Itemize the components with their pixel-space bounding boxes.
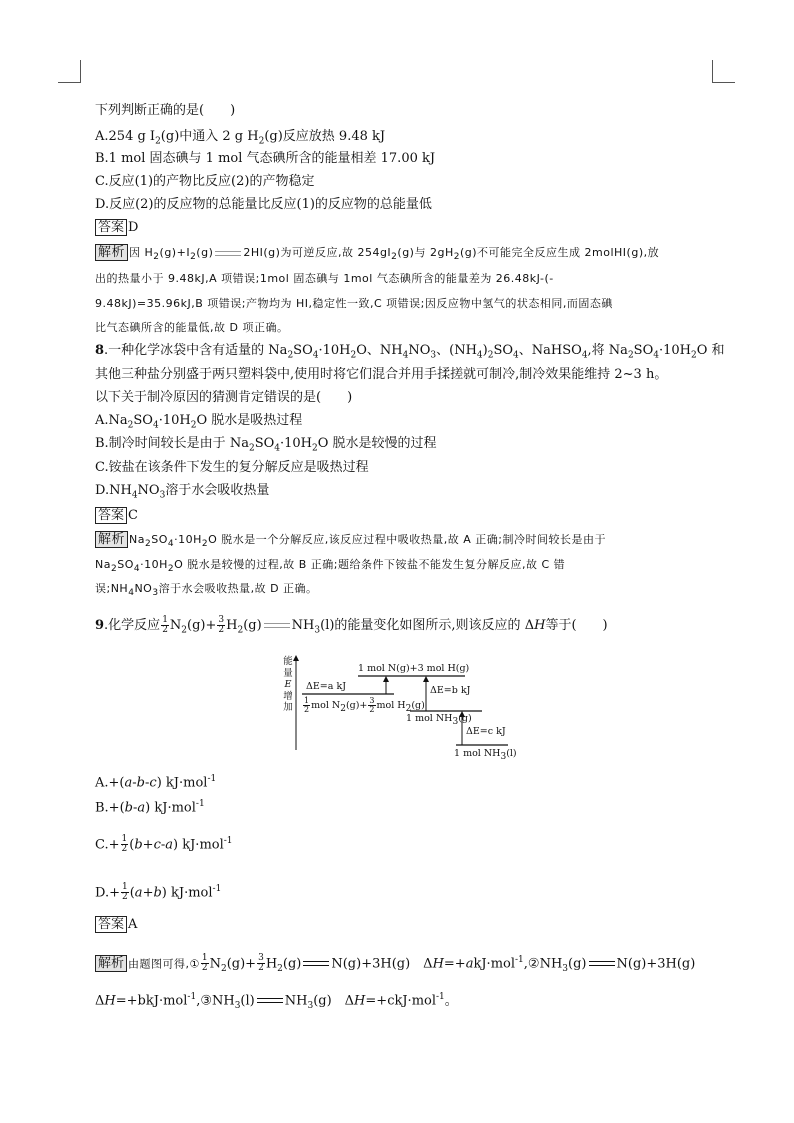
q8-stem-line-2: 其他三种盐分别盛于两只塑料袋中,使用时将它们混合并用手揉搓就可制冷,制冷效果能维持 2~3 h。 (95, 367, 668, 382)
answer-value: D (128, 220, 139, 235)
q9-option-d[interactable]: D.+ $\frac{1}{2}$ (a+b) kJ·mol$^{-1}$ (95, 882, 222, 903)
q9-option-c[interactable]: C.+ $\frac{1}{2}$ (b+c-a) kJ·mol$^{-1}$ (95, 834, 233, 855)
label-dE-c: ΔE=c kJ (466, 726, 506, 737)
q7-analysis-line-4: 比气态碘所含的能量低,故 D 项正确。 (95, 321, 289, 334)
q7-analysis-line-1: 解析 因 $H_2(g)+I_2(g)$ 2HI(g)为可逆反应,故 $254gI_2(g)$与 $2gH_2(g)$不可能完全反应生成 2molHI(g),放 (95, 244, 659, 266)
q8-stem-line-1: 8.一种化学冰袋中含有适量的 $Na_2SO_4\cdot 10H_2O$、$NH_4NO_3$、$(NH_4)_2SO_4$、NaHSO$_4$,将 $Na_2SO_4\cdot 10H_2O$ 和 (95, 343, 725, 361)
q7-option-b[interactable]: B.1 mol 固态碘与 1 mol 气态碘所含的能量相差 17.00 kJ (95, 151, 436, 166)
q9-option-b[interactable]: B.+(b-a) kJ·mol$^{-1}$ (95, 799, 205, 816)
label-dE-b: ΔE=b kJ (430, 685, 471, 696)
q8-analysis-line-2: $Na_2SO_4\cdot 10H_2O$ 脱水是较慢的过程,故 B 正确;题给条件下铵盐不能发生复分解反应,故 C 错 (95, 558, 566, 575)
q9-analysis-line-2: $\Delta H=+bkJ\cdot mol^{-1},③NH_3(l)$ $NH_3(g)$ ΔH=+ckJ·mol$^{-1}$。 (95, 992, 458, 1011)
crop-mark-top-right (712, 60, 735, 83)
q9-answer (95, 916, 137, 934)
reversible-arrow-icon (215, 251, 241, 256)
analysis-tag: 解析 (95, 955, 127, 972)
q7-option-a[interactable]: A.254 g $I_2(g)$中通入 2 g $H_2(g)$反应放热 9.48 kJ (95, 129, 386, 147)
q8-option-a[interactable]: $A.Na_2SO_4\cdot 10H_2O$ 脱水是吸热过程 (95, 413, 303, 431)
q8-option-c[interactable]: C.铵盐在该条件下发生的复分解反应是吸热过程 (95, 460, 369, 475)
reaction-arrow-icon (303, 961, 329, 966)
answer-tag: 答案 (95, 507, 127, 524)
question-number: 9 (95, 618, 105, 633)
q7-option-c[interactable]: C.反应(1)的产物比反应(2)的产物稳定 (95, 174, 315, 189)
q7-option-d[interactable]: D.反应(2)的反应物的总能量比反应(1)的反应物的总能量低 (95, 197, 432, 212)
q8-answer (95, 507, 138, 525)
q8-stem-line-3: 以下关于制冷原因的猜测肯定错误的是( ) (95, 390, 353, 405)
answer-tag: 答案 (95, 916, 127, 933)
analysis-tag: 解析 (95, 531, 128, 548)
label-dE-a: ΔE=a kJ (306, 681, 347, 692)
analysis-tag: 解析 (95, 244, 128, 261)
q7-analysis-line-3: 9.48kJ)=35.96kJ,B 项错误;产物均为 HI,稳定性一致,C 项错误;因反应物中氢气的状态相同,而固态碘 (95, 297, 613, 310)
crop-mark-top-left (58, 60, 81, 83)
label-reactants: $\frac{1}{2}$ mol $N_2(g)+$ $\frac{3}{2}$ mol $H_2(g)$ (304, 696, 425, 714)
y-axis-label: 能 量 E 增 加 (283, 656, 293, 713)
reaction-arrow-icon (264, 623, 290, 628)
q8-analysis-line-3: 误$;NH_4NO_3$溶于水会吸收热量,故 D 正确。 (95, 582, 318, 599)
answer-tag: 答案 (95, 219, 127, 236)
q8-option-b[interactable]: B.制冷时间较长是由于 $Na_2SO_4\cdot 10H_2O$ 脱水是较慢的过程 (95, 436, 437, 454)
q9-stem: 9.化学反应 $\frac{1}{2}$ $N_2(g)+$ $\frac{3}{2}$ $H_2(g)$ $NH_3(l)$的能量变化如图所示,则该反应的 ΔH等于( ) (95, 615, 608, 636)
fraction-three-halves: $\frac{3}{2}$ (218, 615, 225, 635)
reaction-arrow-icon (257, 998, 283, 1003)
answer-value: A (128, 917, 138, 932)
label-top-level: 1 mol N(g)+3 mol H(g) (358, 663, 470, 674)
q8-option-d[interactable]: $D.NH_4NO_3$溶于水会吸收热量 (95, 483, 270, 501)
q9-analysis-line-1: 解析 由题图可得,① $\frac{1}{2}$ $N_2(g)+$ $\frac{3}{2}$ $H_2(g)$ N(g)+3H(g) $\Delta H=+akJ\cdot mol^{-1},②NH_3(g)$ N(g)+3H(g) (95, 951, 695, 978)
label-nh3-gas: 1 mol $NH_3(g)$ (406, 713, 472, 727)
fraction-one-half: $\frac{1}{2}$ (162, 615, 168, 635)
question-number: 8 (95, 343, 105, 358)
q8-analysis-line-1: 解析 $Na_2SO_4\cdot 10H_2O$ 脱水是一个分解反应,该反应过程中吸收热量,故 A 正确;制冷时间较长是由于 (95, 531, 606, 553)
q7-analysis-line-2: 出的热量小于 9.48kJ,A 项错误;1mol 固态碘与 1mol 气态碘所含的能量差为 26.48kJ-(- (95, 272, 554, 285)
q9-option-a[interactable]: A.+(a-b-c) kJ·mol$^{-1}$ (95, 774, 217, 791)
energy-level-diagram (270, 652, 550, 762)
answer-value: C (128, 508, 138, 523)
label-nh3-liquid: 1 mol $NH_3(l)$ (454, 748, 517, 762)
q7-stem: 下列判断正确的是( ) (95, 103, 236, 118)
q7-answer (95, 219, 138, 237)
reaction-arrow-icon (589, 961, 615, 966)
